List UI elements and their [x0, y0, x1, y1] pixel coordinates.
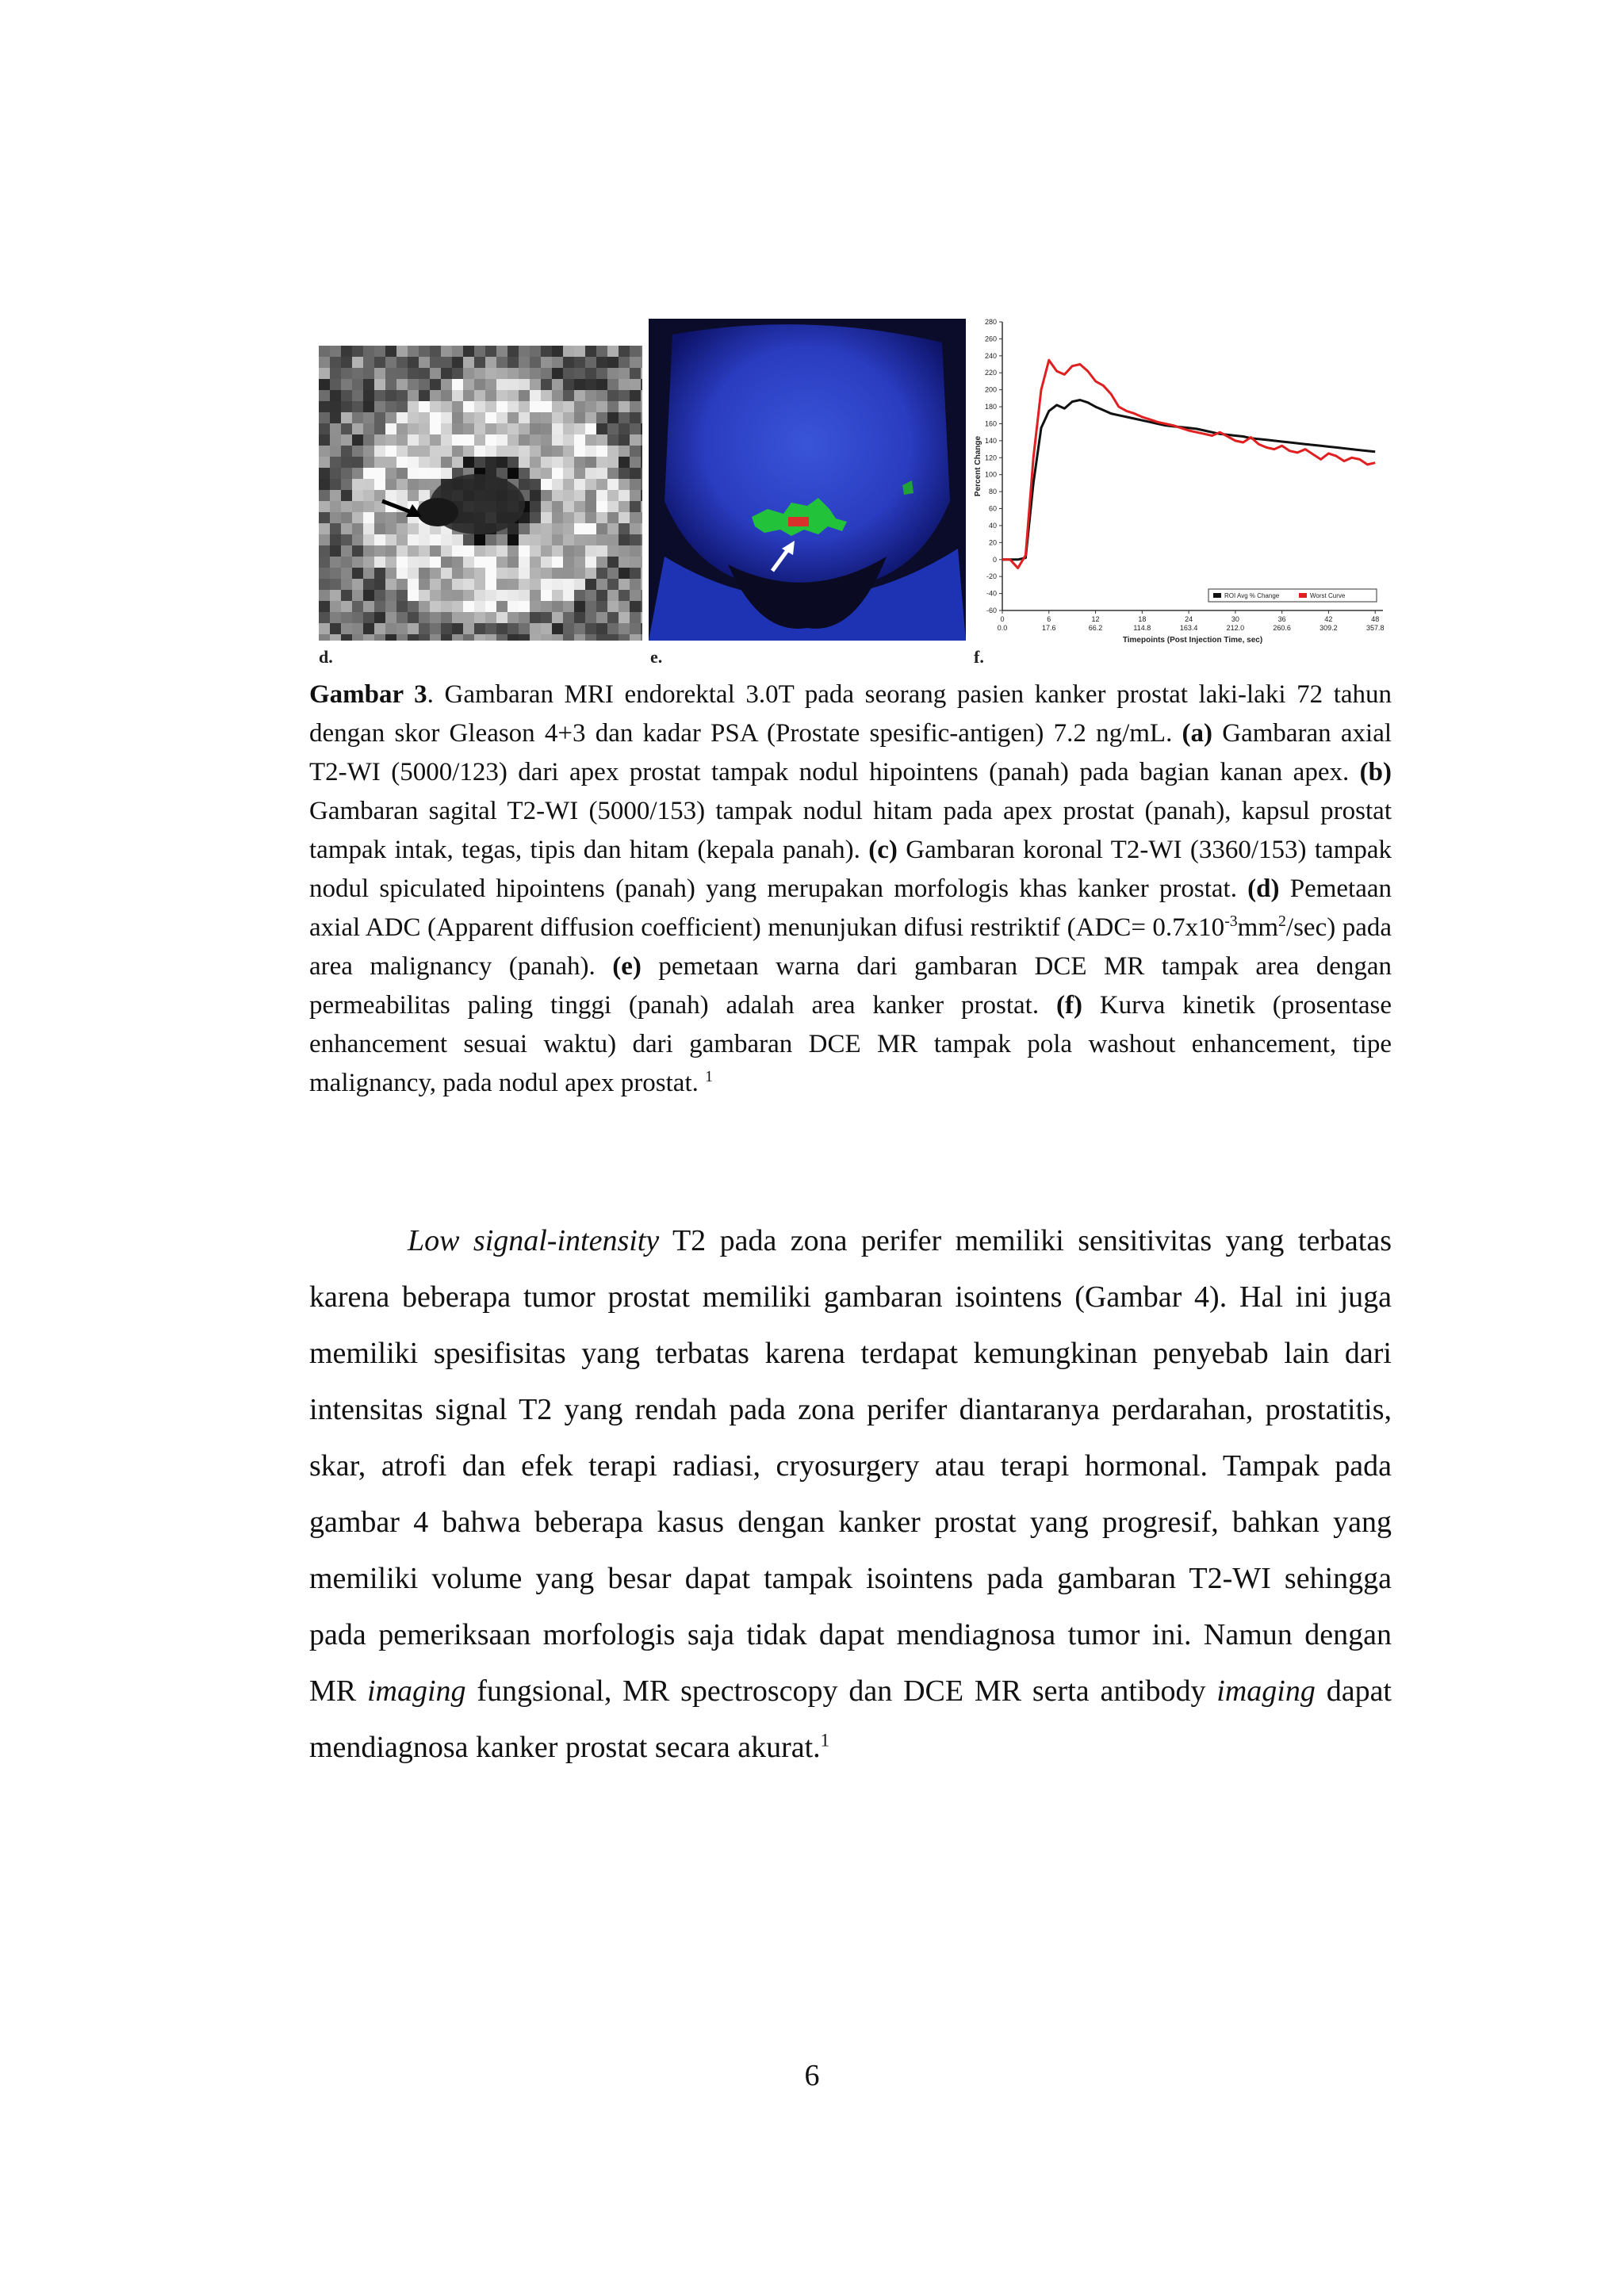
caption-d-sup-2: 2 — [1278, 913, 1286, 930]
caption-d-sup-1: -3 — [1224, 913, 1238, 930]
y-tick-label: 280 — [984, 318, 997, 326]
x-tick-label-top: 48 — [1371, 615, 1380, 623]
body-ref: 1 — [820, 1730, 830, 1751]
panel-label-d: d. — [319, 647, 333, 667]
kinetic-curve-svg — [971, 316, 1397, 649]
body-italic-2: imaging — [366, 1674, 466, 1708]
caption-c-text: Gambaran koronal T2-WI (3360/153) tampak nodul spiculated hipointens (panah) yang merupakan morfologis khas kanker prostat. — [309, 836, 1392, 903]
x-tick-label-bottom: 163.4 — [1179, 624, 1198, 632]
caption-b-label: (b) — [1359, 758, 1392, 786]
caption-a-label: (a) — [1182, 719, 1213, 748]
y-tick-label: 160 — [984, 419, 997, 428]
y-tick-label: 20 — [988, 538, 997, 547]
legend-label-1: Worst Curve — [1310, 592, 1346, 599]
panel-label-f: f. — [974, 647, 984, 667]
x-tick-label-bottom: 309.2 — [1320, 624, 1338, 632]
x-tick-label-bottom: 17.6 — [1042, 624, 1056, 632]
y-tick-label: 60 — [988, 504, 997, 513]
caption-b-text: Gambaran sagital T2-WI (5000/153) tampak nodul hitam pada apex prostat (panah), kapsul prostat tampak intak, tegas, tipis dan hitam (kepala panah). — [309, 797, 1392, 864]
y-tick-label: 120 — [984, 453, 997, 462]
caption-e-label: (e) — [612, 952, 642, 981]
adc-map-graphic — [319, 346, 642, 641]
panel-label-e: e. — [650, 647, 663, 667]
figure-3 — [319, 316, 1397, 671]
adc-map-image — [319, 346, 642, 641]
body-text-2: fungsional, MR spectroscopy dan DCE MR serta antibody — [465, 1674, 1217, 1708]
caption-f-text: Kurva kinetik (prosentase enhancement sesuai waktu) dari gambaran DCE MR tampak pola washout enhancement, tipe malignancy, pada nodul apex prostat. — [309, 991, 1392, 1097]
caption-f-label: (f) — [1055, 991, 1082, 1020]
caption-d-text-2: mm — [1237, 913, 1279, 942]
figure-caption — [309, 675, 1392, 1103]
caption-intro: . Gambaran MRI endorektal 3.0T pada seorang pasien kanker prostat laki-laki 72 tahun dengan skor Gleason 4+3 dan kadar PSA (Prostate spesific-antigen) 7.2 ng/mL. — [309, 680, 1392, 748]
dce-color-map-image — [649, 319, 966, 641]
y-tick-label: 260 — [984, 335, 997, 343]
x-tick-label-top: 24 — [1185, 615, 1193, 623]
body-italic-3: imaging — [1216, 1674, 1316, 1708]
series-line-1 — [1002, 360, 1375, 568]
y-tick-label: 140 — [984, 436, 997, 445]
body-text-1: T2 pada zona perifer memiliki sensitivitas yang terbatas karena beberapa tumor prostat memiliki gambaran isointens (Gambar 4). Hal ini juga memiliki spesifisitas yang terbatas karena terdapat kemungkinan penyebab lain dari intensitas signal T2 yang rendah pada zona perifer diantaranya perdarahan, prostatitis, skar, atrofi dan efek terapi radiasi, cryosurgery atau terapi hormonal. Tampak pada gambar 4 bahwa beberapa kasus dengan kanker prostat yang progresif, bahkan yang memiliki volume yang besar dapat tampak isointens pada gambaran T2-WI sehingga pada pemeriksaan morfologis saja tidak dapat mendiagnosa tumor ini. Namun dengan MR — [309, 1224, 1392, 1708]
x-tick-label-top: 36 — [1277, 615, 1286, 623]
y-tick-label: 40 — [988, 521, 997, 530]
x-tick-label-bottom: 0.0 — [997, 624, 1008, 632]
x-tick-label-bottom: 66.2 — [1088, 624, 1103, 632]
x-tick-label-top: 18 — [1138, 615, 1147, 623]
x-tick-label-top: 0 — [1000, 615, 1005, 623]
y-tick-label: 80 — [988, 488, 997, 496]
body-italic-1: Low signal-intensity — [408, 1224, 660, 1257]
body-text-3: dapat mendiagnosa kanker prostat secara akurat. — [309, 1674, 1392, 1764]
x-tick-label-bottom: 260.6 — [1273, 624, 1291, 632]
caption-a-text: Gambaran axial T2-WI (5000/123) dari apex prostat tampak nodul hipointens (panah) pada bagian kanan apex. — [309, 719, 1392, 786]
body-paragraph — [309, 1213, 1392, 1776]
y-tick-label: 180 — [984, 403, 997, 411]
x-tick-label-bottom: 114.8 — [1133, 624, 1151, 632]
y-tick-label: 200 — [984, 385, 997, 394]
y-axis-label: Percent Change — [974, 435, 982, 497]
y-tick-label: -60 — [986, 607, 997, 614]
x-tick-label-top: 12 — [1091, 615, 1100, 623]
y-tick-label: -40 — [986, 589, 997, 598]
x-tick-label-top: 42 — [1324, 615, 1333, 623]
caption-d-label: (d) — [1247, 874, 1280, 903]
x-tick-label-bottom: 357.8 — [1365, 624, 1385, 632]
y-tick-label: 0 — [992, 555, 997, 564]
y-tick-label: 240 — [984, 351, 997, 360]
legend-swatch-1 — [1299, 593, 1307, 598]
legend-label-0: ROI Avg % Change — [1224, 592, 1280, 599]
legend-swatch-0 — [1213, 593, 1221, 598]
caption-e-text: pemetaan warna dari gambaran DCE MR tampak area dengan permeabilitas paling tinggi (panah) adalah area kanker prostat. — [309, 952, 1392, 1020]
x-tick-label-top: 6 — [1047, 615, 1051, 623]
y-tick-label: 220 — [984, 369, 997, 377]
series-line-0 — [1002, 400, 1375, 560]
y-tick-label: 100 — [984, 470, 997, 479]
kinetic-curve-chart — [971, 316, 1397, 649]
x-axis-label: Timepoints (Post Injection Time, sec) — [1122, 636, 1263, 645]
page-number: 6 — [804, 2059, 820, 2092]
caption-figure-label: Gambar 3 — [309, 680, 427, 709]
caption-c-label: (c) — [868, 836, 898, 864]
caption-d-text-1: Pemetaan axial ADC (Apparent diffusion coefficient) menunjukan difusi restriktif (ADC= 0.7x10 — [309, 874, 1392, 942]
x-tick-label-top: 30 — [1231, 615, 1239, 623]
y-tick-label: -20 — [986, 572, 997, 581]
caption-ref: 1 — [705, 1068, 714, 1085]
dce-color-map-graphic — [649, 319, 966, 641]
caption-d-text-3: /sec) pada area malignancy (panah). — [309, 913, 1392, 981]
x-tick-label-bottom: 212.0 — [1226, 624, 1245, 632]
